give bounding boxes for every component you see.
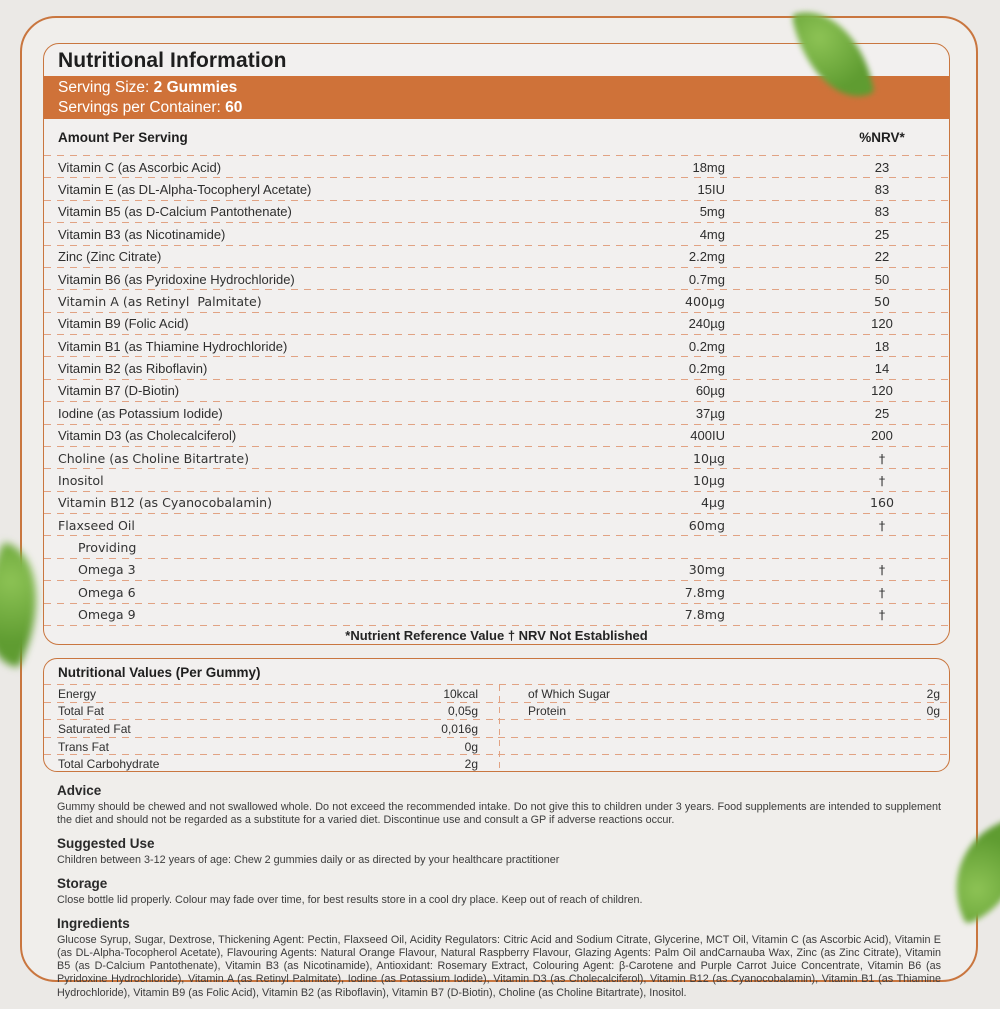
table-row: Vitamin D3 (as Cholecalciferol) 400IU 200	[44, 425, 949, 447]
values-right-column	[498, 685, 949, 772]
nrv-footnote: *Nutrient Reference Value † NRV Not Established	[345, 628, 648, 644]
table-row: Vitamin B2 (as Riboflavin) 0.2mg 14	[44, 357, 949, 379]
section-storage	[57, 876, 941, 907]
table-header	[44, 119, 949, 156]
section-heading: Suggested Use	[57, 835, 155, 851]
table-row: Vitamin B5 (as D-Calcium Pantothenate) 5mg 83	[44, 201, 949, 223]
value-row	[498, 755, 949, 772]
section-body: Glucose Syrup, Sugar, Dextrose, Thickening Agent: Pectin, Flaxseed Oil, Acidity Regulators: Citric Acid and Sodium Citrate, Glycerine, MCT Oil, Vitamin C (as Ascorbic Acid), Vitamin E (as DL-Alpha-Tocopherol Acetate), Flavouring Agents: Natural Orange Flavour, Natural Raspberry Flavour, Glazing Agents: Palm Oil andCarnauba Wax, Zinc (as Zinc Citrate), Vitamin B5 (as D-Calcium Pantothenate), Vitamin B3 (as Nicotinamide), Antioxidant: Rosemary Extract, Colouring Agent: β-Carotene and Purple Carrot Juice Concentrate, Vitamin B6 (as Pyridoxine Hydrochloride), Vitamin A (as Retinyl Palmitate), Iodine (as Potassium Iodide), Vitamin D3 (as Cholecalciferol), Vitamin B12 (as Cyanocobalamin), Vitamin B1 (as Thiamine Hydrochloride), Vitamin B9 (as Folic Acid), Vitamin B2 (as Riboflavin), Vitamin B7 (D-Biotin), Choline (as Choline Bitartrate), Inositol.	[57, 933, 941, 999]
table-row: Choline (as Choline Bitartrate) 10µg †	[44, 447, 949, 469]
table-row: Vitamin B7 (D-Biotin) 60µg 120	[44, 380, 949, 402]
servings-per-container-line: Servings per Container: 60	[58, 98, 243, 116]
table-row: Vitamin B12 (as Cyanocobalamin) 4µg 160	[44, 492, 949, 514]
table-row: Omega 6 7.8mg †	[44, 581, 949, 603]
section-body: Children between 3-12 years of age: Chew 2 gummies daily or as directed by your healthcare practitioner	[57, 853, 560, 866]
section-ingredients	[57, 916, 941, 1000]
value-row	[498, 720, 949, 738]
table-row: Vitamin B6 (as Pyridoxine Hydrochloride) 0.7mg 50	[44, 268, 949, 290]
info-sections	[57, 783, 941, 1009]
value-row: Saturated Fat 0,016g	[44, 720, 498, 738]
table-row: Flaxseed Oil 60mg †	[44, 514, 949, 536]
table-row: Omega 3 30mg †	[44, 559, 949, 581]
section-heading: Ingredients	[57, 915, 130, 931]
value-row: of Which Sugar 2g	[498, 685, 949, 703]
page-title: Nutritional Information	[58, 49, 287, 72]
section-body: Gummy should be chewed and not swallowed whole. Do not exceed the recommended intake. Do not give this to children under 3 years. Food supplements are intended to supplement the diet and should not be regarded as a substitute for a varied diet. Discontinue use and consult a GP if adverse reactions occur.	[57, 801, 941, 826]
values-card-body	[44, 685, 949, 772]
table-rows	[44, 156, 949, 626]
section-body: Close bottle lid properly. Colour may fade over time, for best results store in a cool dry place. Keep out of reach of children.	[57, 893, 643, 906]
table-row: Vitamin B1 (as Thiamine Hydrochloride) 0.2mg 18	[44, 335, 949, 357]
values-left-column	[44, 685, 498, 772]
serving-size-line: Serving Size: 2 Gummies	[58, 78, 238, 96]
value-row: Trans Fat 0g	[44, 738, 498, 756]
serving-size-value: 2 Gummies	[153, 78, 238, 96]
value-row: Total Fat 0,05g	[44, 703, 498, 721]
value-row: Energy 10kcal	[44, 685, 498, 703]
table-row: Omega 9 7.8mg †	[44, 604, 949, 626]
section-advice	[57, 783, 941, 827]
section-suggested-use	[57, 836, 941, 867]
value-row: Protein 0g	[498, 703, 949, 721]
servings-count-value: 60	[225, 98, 243, 116]
table-row: Inositol 10µg †	[44, 469, 949, 491]
col-nrv: %NRV*	[859, 130, 905, 145]
nutritional-values-card	[43, 658, 950, 772]
table-row: Vitamin E (as DL-Alpha-Tocopheryl Acetate) 15IU 83	[44, 178, 949, 200]
table-row: Vitamin A (as Retinyl Palmitate) 400µg 50	[44, 290, 949, 312]
nutrition-table-card	[43, 43, 950, 645]
table-row: Vitamin B9 (Folic Acid) 240µg 120	[44, 313, 949, 335]
value-row	[498, 738, 949, 756]
table-row: Vitamin C (as Ascorbic Acid) 18mg 23	[44, 156, 949, 178]
table-row: Zinc (Zinc Citrate) 2.2mg 22	[44, 246, 949, 268]
col-amount-per-serving: Amount Per Serving	[58, 130, 188, 145]
section-heading: Advice	[57, 783, 102, 798]
table-row: Vitamin B3 (as Nicotinamide) 4mg 25	[44, 223, 949, 245]
table-row: Providing	[44, 536, 949, 558]
values-card-title: Nutritional Values (Per Gummy)	[44, 659, 949, 685]
value-row: Total Carbohydrate 2g	[58, 757, 478, 772]
section-heading: Storage	[57, 875, 108, 891]
table-row: Iodine (as Potassium Iodide) 37µg 25	[44, 402, 949, 424]
serving-info-bar	[44, 76, 949, 119]
